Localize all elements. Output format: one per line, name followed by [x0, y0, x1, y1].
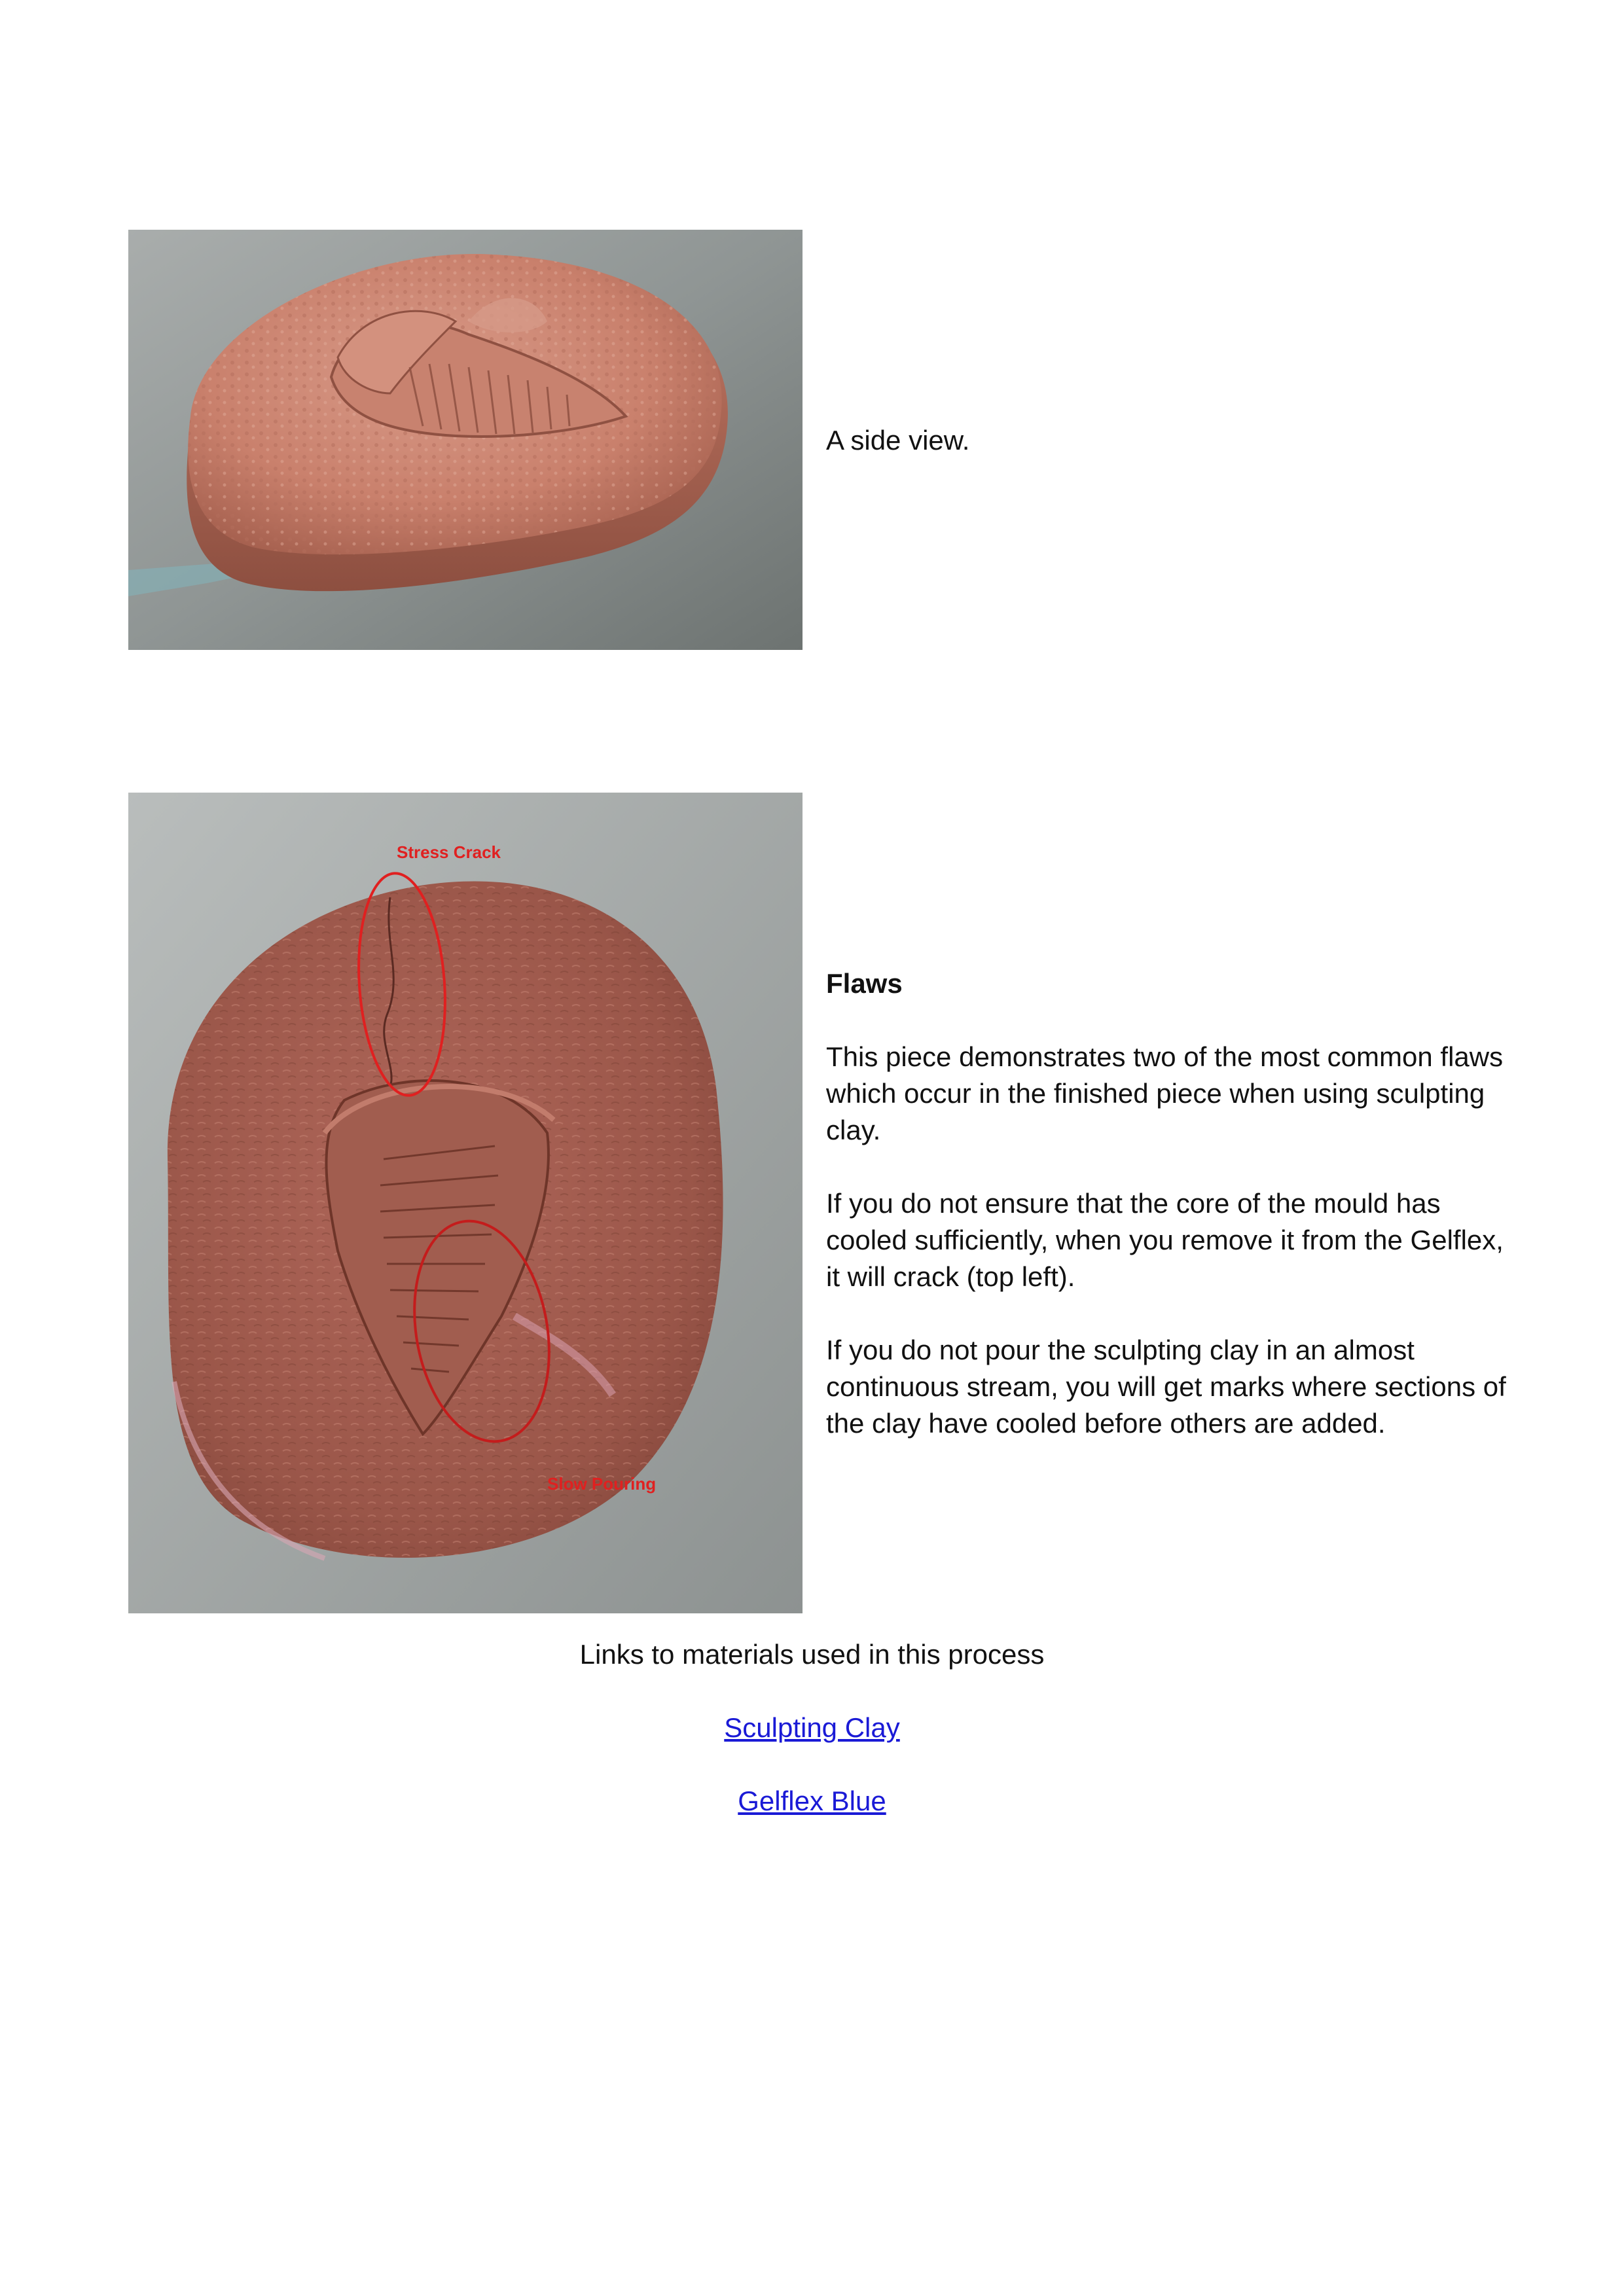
side-view-photo: [128, 230, 803, 650]
flaws-photo: [128, 793, 803, 1613]
flaws-heading: Flaws: [826, 968, 903, 999]
side-view-image: [128, 230, 803, 650]
sculpting-clay-link[interactable]: Sculpting Clay: [724, 1712, 900, 1743]
side-view-caption: A side view.: [826, 425, 970, 456]
flaws-image: [128, 793, 803, 1613]
materials-links-section: [0, 1636, 1624, 1856]
flaws-section: [826, 965, 1520, 1479]
slow-pouring-label: Slow Pouring: [547, 1474, 657, 1494]
flaws-paragraph: If you do not pour the sculpting clay in an almost continuous stream, you will get marks where sections of the clay have cooled before others are added.: [826, 1335, 1506, 1439]
flaws-paragraph: If you do not ensure that the core of the mould has cooled sufficiently, when you remove it from the Gelflex, it will crack (top left).: [826, 1188, 1504, 1292]
stress-crack-label: Stress Crack: [397, 842, 501, 862]
flaws-paragraph: This piece demonstrates two of the most common flaws which occur in the finished piece when using sculpting clay.: [826, 1041, 1504, 1145]
links-intro: Links to materials used in this process: [579, 1639, 1045, 1670]
gelflex-blue-link[interactable]: Gelflex Blue: [738, 1785, 886, 1816]
